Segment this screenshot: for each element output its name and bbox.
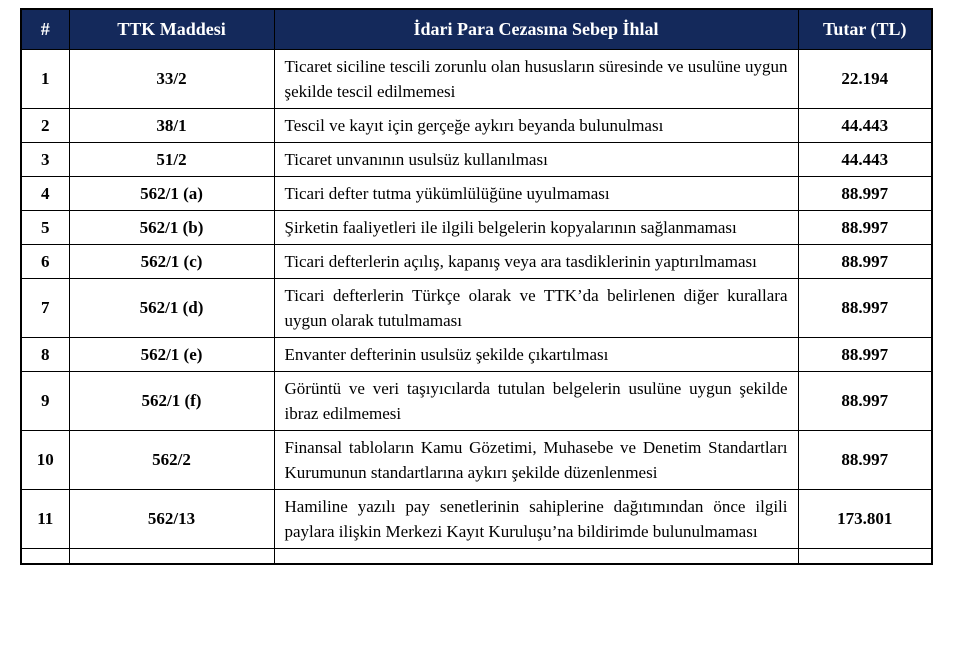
col-header-number: # — [21, 9, 69, 49]
row-number-cell: 10 — [21, 430, 69, 489]
row-number-cell: 2 — [21, 108, 69, 142]
ttk-article-cell: 51/2 — [69, 142, 274, 176]
amount-cell: 22.194 — [798, 49, 932, 108]
violation-cell: Finansal tabloların Kamu Gözetimi, Muhasebe ve Denetim Standartları Kurumunun standartlarına aykırı şekilde düzenlenmesi — [274, 430, 798, 489]
ttk-article-cell: 562/1 (c) — [69, 244, 274, 278]
table-row — [21, 210, 932, 244]
amount-cell: 173.801 — [798, 489, 932, 548]
violation-cell: Hamiline yazılı pay senetlerinin sahiplerine dağıtımından önce ilgili paylara ilişkin Merkezi Kayıt Kuruluşu’na bildirimde bulunulmaması — [274, 489, 798, 548]
violation-cell: Ticari defterlerin açılış, kapanış veya ara tasdiklerinin yaptırılmaması — [274, 244, 798, 278]
col-header-amount: Tutar (TL) — [798, 9, 932, 49]
table-row — [21, 49, 932, 108]
row-number-cell: 6 — [21, 244, 69, 278]
amount-cell: 88.997 — [798, 337, 932, 371]
violation-cell: Ticari defterlerin Türkçe olarak ve TTK’da belirlenen diğer kurallara uygun olarak tutulmaması — [274, 278, 798, 337]
table-row-partial — [21, 548, 932, 564]
table-row — [21, 244, 932, 278]
table-row — [21, 278, 932, 337]
ttk-article-cell: 33/2 — [69, 49, 274, 108]
violation-cell: Görüntü ve veri taşıyıcılarda tutulan belgelerin usulüne uygun şekilde ibraz edilmemesi — [274, 371, 798, 430]
violation-cell: Ticari defter tutma yükümlülüğüne uyulmaması — [274, 176, 798, 210]
ttk-article-cell: 562/2 — [69, 430, 274, 489]
ttk-article-cell: 562/1 (d) — [69, 278, 274, 337]
violation-cell: Tescil ve kayıt için gerçeğe aykırı beyanda bulunulması — [274, 108, 798, 142]
row-number-cell: 11 — [21, 489, 69, 548]
row-number-cell: 9 — [21, 371, 69, 430]
amount-cell: 88.997 — [798, 210, 932, 244]
amount-cell: 88.997 — [798, 430, 932, 489]
row-number-cell: 1 — [21, 49, 69, 108]
col-header-violation: İdari Para Cezasına Sebep İhlal — [274, 9, 798, 49]
empty-cell — [21, 548, 69, 564]
amount-cell: 88.997 — [798, 278, 932, 337]
empty-cell — [274, 548, 798, 564]
amount-cell: 44.443 — [798, 108, 932, 142]
amount-cell: 88.997 — [798, 244, 932, 278]
row-number-cell: 7 — [21, 278, 69, 337]
table-row — [21, 337, 932, 371]
violation-cell: Envanter defterinin usulsüz şekilde çıkartılması — [274, 337, 798, 371]
table-row — [21, 142, 932, 176]
table-row — [21, 176, 932, 210]
amount-cell: 88.997 — [798, 371, 932, 430]
col-header-ttk-article: TTK Maddesi — [69, 9, 274, 49]
penalty-table — [20, 8, 933, 565]
ttk-article-cell: 562/1 (e) — [69, 337, 274, 371]
violation-cell: Şirketin faaliyetleri ile ilgili belgelerin kopyalarının sağlanmaması — [274, 210, 798, 244]
ttk-article-cell: 562/1 (b) — [69, 210, 274, 244]
table-body — [21, 49, 932, 548]
row-number-cell: 5 — [21, 210, 69, 244]
row-number-cell: 3 — [21, 142, 69, 176]
violation-cell: Ticaret siciline tescili zorunlu olan hususların süresinde ve usulüne uygun şekilde tescil edilmemesi — [274, 49, 798, 108]
row-number-cell: 4 — [21, 176, 69, 210]
row-number-cell: 8 — [21, 337, 69, 371]
violation-cell: Ticaret unvanının usulsüz kullanılması — [274, 142, 798, 176]
table-row — [21, 430, 932, 489]
empty-cell — [69, 548, 274, 564]
ttk-article-cell: 562/13 — [69, 489, 274, 548]
table-row — [21, 371, 932, 430]
ttk-article-cell: 38/1 — [69, 108, 274, 142]
ttk-article-cell: 562/1 (a) — [69, 176, 274, 210]
table-row — [21, 489, 932, 548]
amount-cell: 44.443 — [798, 142, 932, 176]
table-row — [21, 108, 932, 142]
amount-cell: 88.997 — [798, 176, 932, 210]
empty-cell — [798, 548, 932, 564]
header-row — [21, 9, 932, 49]
ttk-article-cell: 562/1 (f) — [69, 371, 274, 430]
